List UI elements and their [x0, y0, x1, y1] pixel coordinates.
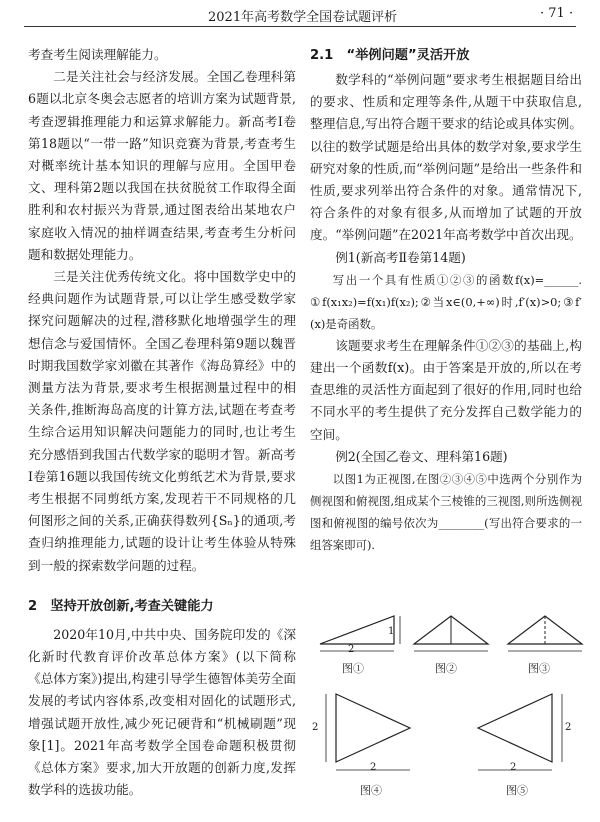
figure-3-caption: 图③: [528, 662, 550, 675]
example-title: 例2(全国乙卷文、理科第16题): [335, 448, 508, 464]
paragraph: 三是关注优秀传统文化。将中国数学史中的经典问题作为试题背景,可以让学生感受数学家探究问题解决的过程,潜移默化地增强学生的理想信念与爱国情怀。全国乙卷理科第9题以魏晋时期我国数学家刘徽在其著作《海岛算经》中的测量方法为背景,要求考生根据测量过程中的相关条件,推断海岛高度的计算方法,试题在考查考生综合运用知识解决问题能力的同时,也让考生充分感悟到我国古代数学家的聪明才智。新高考Ⅰ卷第16题以我国传统文化剪纸艺术为背景,要求考生根据不同剪纸方案,发现若干不同规格的几何图形之间的关系,正确获得数列{Sₙ}的通项,考查归纳推理能力,试题的设计让考生体验从特殊到一般的探索数学问题的过程。: [28, 269, 296, 573]
example-body: 写出一个具有性质①②③的函数f(x)=______. ①f(x₁x₂)=f(x₁)f(x₂);②当x∈(0,+∞)时,f′(x)>0;③f′(x)是奇函数。: [310, 272, 582, 331]
example-body: 以图1为正视图,在图②③④⑤中选两个分别作为侧视图和俯视图,组成某个三棱锥的三视图,则所选侧视图和俯视图的编号依次为________(写出符合要求的一组答案即可).: [310, 472, 582, 553]
page-number: · 71 ·: [540, 6, 574, 21]
dim-label: 1: [388, 626, 395, 637]
left-column: [28, 44, 296, 802]
dim-label: 2: [348, 644, 355, 655]
running-title: 2021年高考数学全国卷试题评析: [208, 10, 398, 25]
example-title: 例1(新高考Ⅱ卷第14题): [335, 249, 466, 265]
dim-label: 2: [312, 722, 319, 733]
paragraph: 2020年10月,中共中央、国务院印发的《深化新时代教育评价改革总体方案》(以下简称《总体方案》)提出,构建引导学生德智体美劳全面发展的考试内容体系,改变相对固化的试题形式,增强试题开放性,减少死记硬背和“机械刷题”现象[1]。2021年高考数学全国卷命题积极贯彻《总体方案》要求,加大开放题的创新力度,发挥数学科的选拔功能。: [28, 626, 296, 798]
section-heading: 2 坚持开放创新,考查关键能力: [28, 598, 214, 614]
paragraph: 二是关注社会与经济发展。全国乙卷理科第6题以北京冬奥会志愿者的培训方案为试题背景,考查逻辑推理能力和运算求解能力。新高考Ⅰ卷第18题以“一带一路”知识竞赛为背景,考查考生对概率统计基本知识的理解与应用。全国甲卷文、理科第2题以我国在扶贫脱贫工作取得全面胜利和农村振兴为背景,通过图表给出某地农户家庭收入情况的抽样调查结果,考查考生分析问题和数据处理能力。: [28, 69, 296, 262]
figure-2-caption: 图②: [435, 662, 457, 675]
header-rule: [24, 26, 576, 27]
paragraph: 考查考生阅读理解能力。: [28, 47, 167, 62]
paragraph: 该题要求考生在理解条件①②③的基础上,构建出一个函数f(x)。由于答案是开放的,所以在考查思维的灵活性方面起到了很好的作用,同时也给不同水平的考生提供了充分发挥自己数学能力的空间。: [310, 337, 582, 442]
paragraph: 数学科的“举例问题”要求考生根据题目给出的要求、性质和定理等条件,从题干中获取信息,整理信息,写出符合题干要求的结论或具体实例。以往的数学试题是给出具体的数学对象,要求学生研究对象的性质,而“举例问题”是给出一些条件和性质,要求列举出符合条件的对象。通常情况下,符合条件的对象有很多,从而增加了试题的开放度。“举例问题”在2021年高考数学中首次出现。: [310, 72, 582, 243]
figure-1-caption: 图①: [342, 662, 364, 675]
page-header: [0, 0, 600, 28]
three-view-figures: [310, 604, 590, 804]
dim-label: 2: [565, 722, 572, 733]
figure-5-caption: 图⑤: [506, 784, 528, 797]
right-column: [310, 44, 582, 556]
figure-2-diagram: [408, 612, 496, 654]
figure-4-caption: 图④: [360, 784, 382, 797]
figure-3-diagram: [502, 612, 590, 654]
dim-label: 2: [510, 762, 517, 773]
subsection-heading: 2.1 “举例问题”灵活开放: [310, 48, 470, 63]
dim-label: 2: [370, 762, 377, 773]
